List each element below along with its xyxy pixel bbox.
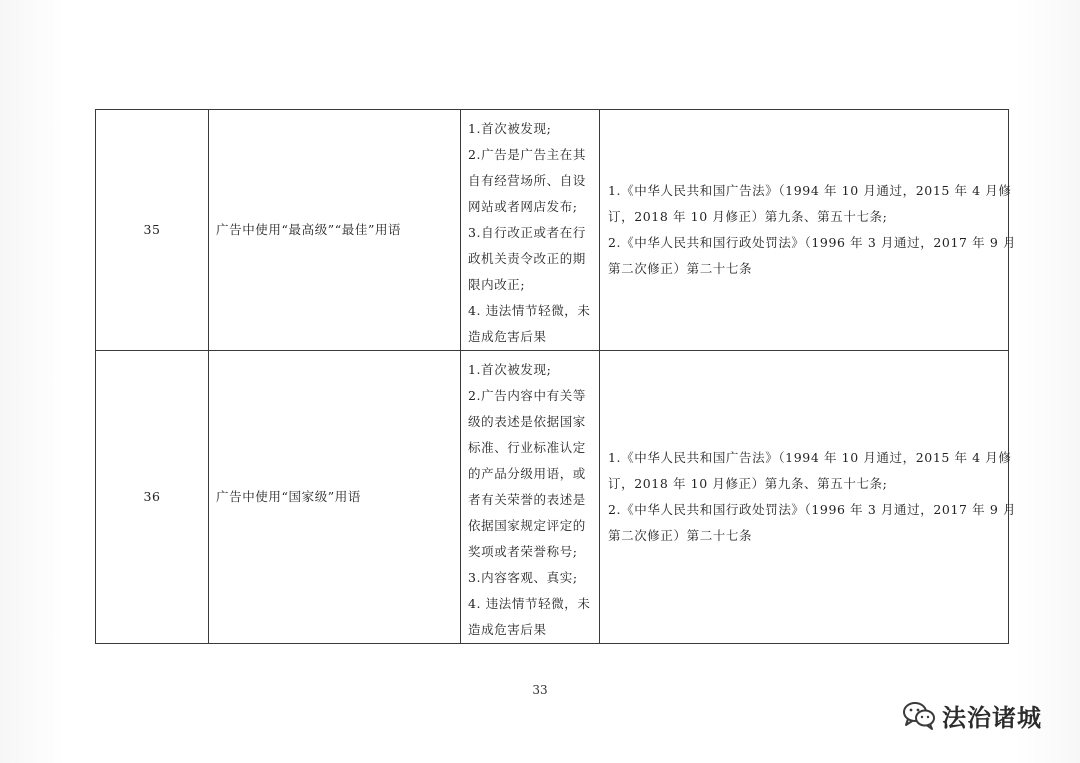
basis-line: 2.《中华人民共和国行政处罚法》（1996 年 3 月通过，2017 年 9 月 xyxy=(608,502,1017,517)
account-name: 法治诸城 xyxy=(942,703,1042,732)
condition-line: 标准、行业标准认定 xyxy=(468,440,586,455)
page-number: 33 xyxy=(532,683,548,697)
condition-line: 造成危害后果 xyxy=(468,622,547,637)
condition-line: 限内改正; xyxy=(468,277,526,292)
basis-line: 2.《中华人民共和国行政处罚法》（1996 年 3 月通过，2017 年 9 月 xyxy=(608,235,1017,250)
basis-line: 订，2018 年 10 月修正）第九条、第五十七条; xyxy=(608,476,888,491)
condition-line: 奖项或者荣誉称号; xyxy=(468,544,578,559)
condition-line: 政机关责令改正的期 xyxy=(468,251,586,266)
basis-line: 第二次修正）第二十七条 xyxy=(608,261,753,276)
exemption-conditions xyxy=(461,110,600,351)
exemption-table xyxy=(95,109,1017,644)
condition-line: 1.首次被发现; xyxy=(468,362,552,377)
condition-line: 依据国家规定评定的 xyxy=(468,518,586,533)
condition-line: 网站或者网店发布; xyxy=(468,199,578,214)
condition-line: 4. 违法情节轻微，未 xyxy=(468,303,591,318)
violation-item: 广告中使用“国家级”用语 xyxy=(209,351,461,644)
condition-line: 1.首次被发现; xyxy=(468,121,552,136)
wechat-account-watermark xyxy=(902,698,1042,732)
basis-line: 1.《中华人民共和国广告法》（1994 年 10 月通过，2015 年 4 月修 xyxy=(608,183,1012,198)
legal-basis xyxy=(600,351,1017,644)
legal-basis xyxy=(600,110,1017,351)
table-row xyxy=(96,110,1009,351)
condition-line: 造成危害后果 xyxy=(468,329,547,344)
chat-bubbles-icon xyxy=(902,700,936,730)
violation-item: 广告中使用“最高级”“最佳”用语 xyxy=(209,110,461,351)
condition-line: 者有关荣誉的表述是 xyxy=(468,492,586,507)
table-row xyxy=(96,351,1009,644)
basis-line: 订，2018 年 10 月修正）第九条、第五十七条; xyxy=(608,209,888,224)
basis-line: 1.《中华人民共和国广告法》（1994 年 10 月通过，2015 年 4 月修 xyxy=(608,450,1012,465)
row-number: 36 xyxy=(96,351,209,644)
condition-line: 自有经营场所、自设 xyxy=(468,173,586,188)
condition-line: 的产品分级用语，或 xyxy=(468,466,586,481)
condition-line: 2.广告内容中有关等 xyxy=(468,388,586,403)
row-number: 35 xyxy=(96,110,209,351)
condition-line: 级的表述是依据国家 xyxy=(468,414,586,429)
basis-line: 第二次修正）第二十七条 xyxy=(608,528,753,543)
condition-line: 4. 违法情节轻微，未 xyxy=(468,596,591,611)
condition-line: 2.广告是广告主在其 xyxy=(468,147,586,162)
exemption-conditions xyxy=(461,351,600,644)
condition-line: 3.自行改正或者在行 xyxy=(468,225,586,240)
condition-line: 3.内容客观、真实; xyxy=(468,570,578,585)
